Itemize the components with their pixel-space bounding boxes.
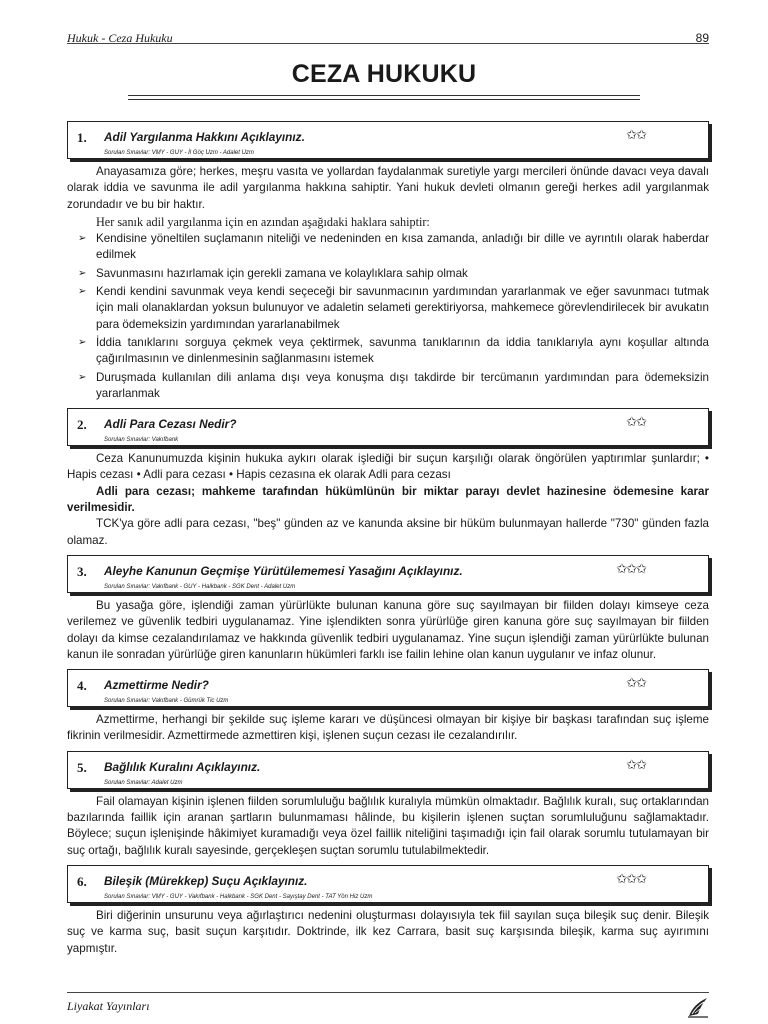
paragraph: Azmettirme, herhangi bir şekilde suç işleme kararı ve düşüncesi olmayan bir kişiye bir başkası tarafından suç işleme fikrinin verilmesidir. Azmettirmede azmettiren kişi, işlenen suçun cezası ile cezalandırılır. [67, 713, 709, 743]
difficulty-stars-icon: ✩✩ [626, 756, 646, 772]
title-wrap [0, 60, 768, 92]
list-item [67, 335, 709, 368]
question-number: 3. [77, 563, 87, 579]
list-item [67, 266, 709, 282]
paragraph: Ceza Kanunumuzda kişinin hukuka aykırı olarak işlediği bir suçun karşılığı olarak öngörülen yaptırımlar şunlardır; • Hapis cezası • Adli para cezası • Hapis cezasına ek olarak Adli para cezası [67, 452, 709, 482]
rights-list [67, 231, 709, 402]
question-number: 4. [77, 678, 87, 694]
page-number: 89 [695, 31, 709, 45]
question-title: Adil Yargılanma Hakkını Açıklayınız. [104, 130, 305, 144]
question-number: 2. [77, 417, 87, 433]
question-exams: Sorulan Sınavlar: Vakıfbank - Gümrük Tic Uzm [104, 698, 229, 705]
question-exams: Sorulan Sınavlar: Adalet Uzm [104, 779, 183, 786]
question-number: 5. [77, 759, 87, 775]
content [67, 121, 709, 957]
question-number: 1. [77, 130, 87, 145]
definition-paragraph: Adli para cezası; mahkeme tarafından hükümlünün bir miktar parayı devlet hazinesine ödemesine karar verilmesidir. [67, 484, 709, 515]
question-box-3 [67, 555, 709, 593]
title-rule [128, 95, 640, 100]
arrow-bullet-icon: ➢ [78, 371, 87, 383]
question-box-5 [67, 751, 709, 789]
difficulty-stars-icon: ✩✩✩ [616, 560, 646, 576]
question-exams: Sorulan Sınavlar: VMY - GUY - Vakıfbank - Halkbank - SGK Dent - Sayıştay Dent - TAT Yön Hiz Uzm [104, 893, 373, 900]
list-item [67, 284, 709, 333]
question-title: Aleyhe Kanunun Geçmişe Yürütülememesi Yasağını Açıklayınız. [104, 563, 463, 578]
list-item [67, 231, 709, 264]
question-box-1 [67, 121, 709, 159]
arrow-bullet-icon: ➢ [78, 267, 87, 279]
difficulty-stars-icon: ✩✩ [626, 414, 646, 430]
list-item-text: Kendisine yöneltilen suçlamanın niteliği ve nedeninden en kısa zamanda, anladığı bir dille ve ayrıntılı olarak haberdar edilmek [96, 232, 709, 262]
arrow-bullet-icon: ➢ [78, 336, 87, 348]
question-number: 6. [77, 873, 87, 889]
question-title: Azmettirme Nedir? [104, 678, 209, 693]
question-exams: Sorulan Sınavlar: Vakıfbank - GUY - Halkbank - SGK Dent - Adalet Uzm [104, 583, 296, 590]
question-exams: Sorulan Sınavlar: Vakıfbank [104, 437, 179, 444]
difficulty-stars-icon: ✩✩ [626, 675, 646, 691]
lead-text: Her sanık adil yargılanma için en azından aşağıdaki haklara sahiptir: [96, 214, 430, 229]
running-header: Hukuk - Ceza Hukuku [67, 31, 173, 45]
question-box-6 [67, 865, 709, 903]
question-box-2 [67, 408, 709, 446]
arrow-bullet-icon: ➢ [78, 286, 87, 298]
footer-rule [67, 992, 709, 993]
paragraph: Fail olamayan kişinin işlenen fiilden sorumluluğu bağlılık kuralıyla mümkün olmaktadır. Bağlılık kuralı, suç ortaklarından bazılarında faillik için aranan şartların bulunmaması hâlinde, bu kişilerin işlenen suçtan sorumluluğunu sağlamaktadır. Böylece; suçun işlenişinde hâkimiyet kuramadığı veya özel faillik niteliğini taşımadığı için fail olarak sorumlu tutulamayan bir suç ortağı, bağlılık kuralı sayesinde, gerçekleşen suçtan sorumlu tutulabilmektedir. [67, 794, 709, 857]
page-title: CEZA HUKUKU [291, 60, 477, 88]
list-item [67, 370, 709, 403]
list-item-text: Kendi kendini savunmak veya kendi seçeceği bir savunmacının yardımından yararlanmak ve eğer savunmacı tutmak için mali olanaklardan yoksun bulunuyor ve adaletin selameti gerektiriyorsa, mahkemece görevlendirilecek bir avukatın para ödemeksizin yardımından yararlanabilmek [96, 285, 709, 331]
question-exams: Sorulan Sınavlar: VMY - GUY - İl Göç Uzm - Adalet Uzm [104, 150, 254, 156]
question-title: Bileşik (Mürekkep) Suçu Açıklayınız. [104, 873, 308, 888]
question-box-4 [67, 669, 709, 707]
difficulty-stars-icon: ✩✩✩ [616, 870, 646, 886]
paragraph: TCK'ya göre adli para cezası, "beş" günden az ve kanunda aksine bir hüküm bulunmayan hallerde "730" günden fazla olamaz. [67, 517, 709, 547]
paragraph: Anayasamıza göre; herkes, meşru vasıta ve yollardan faydalanmak suretiyle yargı mercileri önünde davacı veya davalı olarak iddia ve savunma ile adil yargılanma hakkına sahiptir. Yani hukuk devleti olmanın gereği herkes adil yargılanmak zorundadır ve bu bir haktır. [67, 165, 709, 211]
question-title: Adli Para Cezası Nedir? [104, 417, 237, 432]
paragraph: Bu yasağa göre, işlendiği zaman yürürlükte bulunan kanuna göre suç sayılmayan bir fiilden dolayı kimseye ceza verilemez ve güvenlik tedbiri uygulanamaz. Yine işlendikten sonra yürürlüğe giren kanuna göre suç sayılmayan bir fiilden dolayı da kimse cezalandırılamaz ve hakkında güvenlik tedbiri uygulanamaz. Yine suçun işlendiği zaman yürürlükte bulunan kanun ile sonradan yürürlüğe giren kanunların hükümleri farklı ise failin lehine olan kanun uygulanır ve infaz olunur. [67, 598, 709, 661]
question-title: Bağlılık Kuralını Açıklayınız. [104, 759, 261, 774]
list-item-text: Savunmasını hazırlamak için gerekli zamana ve kolaylıklara sahip olmak [96, 266, 468, 280]
paragraph: Biri diğerinin unsurunu veya ağırlaştırıcı nedenini oluşturması dolayısıyla tek fiil sayılan suça bileşik suç denir. Bileşik suç ve karma suç, basit suçun karşıtıdır. Doktrinde, ilk kez Carrara, basit suç karşısında bileşik, karma suç ayırımını yapmıştır. [67, 908, 709, 955]
list-item-text: İddia tanıklarını sorguya çekmek veya çektirmek, savunma tanıklarının da iddia tanıklarıyla aynı koşullar altında çağırılmasının ve dinlenmesinin sağlanmasını istemek [96, 335, 709, 366]
publisher-logo-icon [686, 996, 710, 1018]
publisher-name: Liyakat Yayınları [67, 999, 150, 1013]
arrow-bullet-icon: ➢ [78, 233, 87, 245]
difficulty-stars-icon: ✩✩ [626, 127, 646, 142]
list-item-text: Duruşmada kullanılan dili anlama dışı veya konuşma dışı takdirde bir tercümanın yardımından para ödemeksizin yararlanmak [96, 370, 709, 400]
header-rule [67, 43, 709, 44]
